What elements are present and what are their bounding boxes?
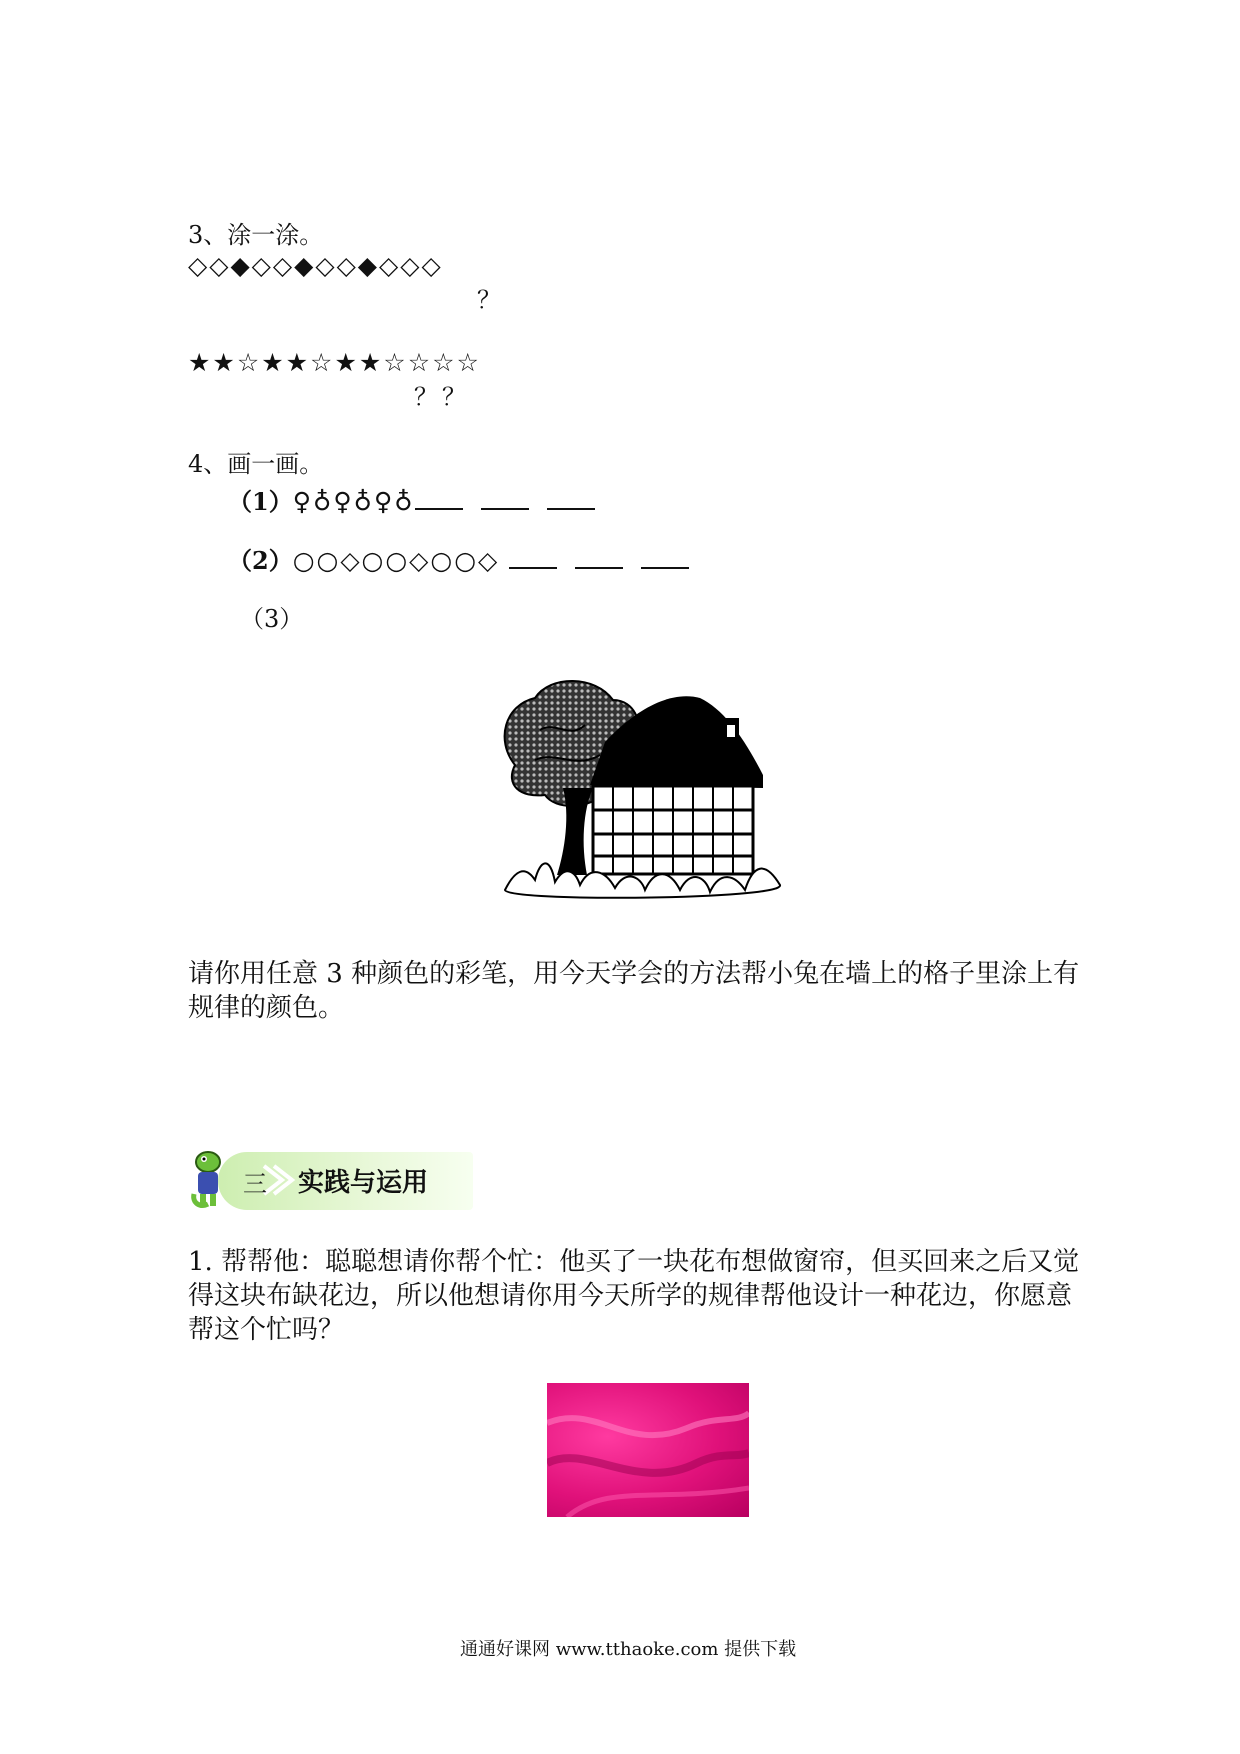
house-wall-grid[interactable] — [593, 786, 753, 874]
answer-blank[interactable] — [415, 484, 463, 510]
section-banner — [188, 1148, 473, 1210]
house-tree-illustration — [495, 670, 795, 905]
circle-diamond-pattern: ○○◇○○◇○○◇ — [292, 546, 500, 575]
star-question-marks: ？？ — [414, 383, 470, 411]
answer-blank[interactable] — [509, 543, 557, 569]
banner-title: 实践与运用 — [298, 1168, 429, 1198]
fabric-folds — [547, 1383, 749, 1517]
answer-blank[interactable] — [575, 543, 623, 569]
draw-item-1-label: （1） — [228, 487, 293, 516]
gender-symbol-pattern: ♀♁♀♁♀♁ — [292, 487, 415, 516]
section4-heading: 4、画一画。 — [188, 450, 324, 478]
draw-item-1 — [228, 484, 613, 518]
star-pattern-row: ★★☆★★☆★★☆☆☆☆ — [188, 348, 481, 377]
chimney — [723, 718, 739, 758]
coloring-instruction: 请你用任意 3 种颜色的彩笔，用今天学会的方法帮小兔在墙上的格子里涂上有规律的颜色。 — [188, 959, 1080, 1023]
answer-blank[interactable] — [481, 484, 529, 510]
mascot-icon — [188, 1148, 228, 1210]
draw-item-3-label: （3） — [240, 605, 304, 633]
answer-blank[interactable] — [547, 484, 595, 510]
answer-blank[interactable] — [641, 543, 689, 569]
draw-item-2 — [228, 543, 707, 577]
pink-fabric-image — [547, 1383, 749, 1517]
draw-item-2-label: （2） — [228, 546, 293, 575]
task1-text: 1. 帮帮他：聪聪想请你帮个忙：他买了一块花布想做窗帘，但买回来之后又觉得这块布缺花边，所以他想请你用今天所学的规律帮他设计一种花边，你愿意帮这个忙吗？ — [188, 1247, 1080, 1345]
diamond-pattern-row: ◇◇◆◇◇◆◇◇◆◇◇◇ — [188, 251, 443, 280]
page-footer: 通通好课网 www.tthaoke.com 提供下载 — [460, 1639, 797, 1660]
section3-heading: 3、涂一涂。 — [188, 221, 324, 249]
diamond-question-mark: ？ — [477, 286, 501, 314]
banner-number: 三 — [243, 1170, 267, 1198]
